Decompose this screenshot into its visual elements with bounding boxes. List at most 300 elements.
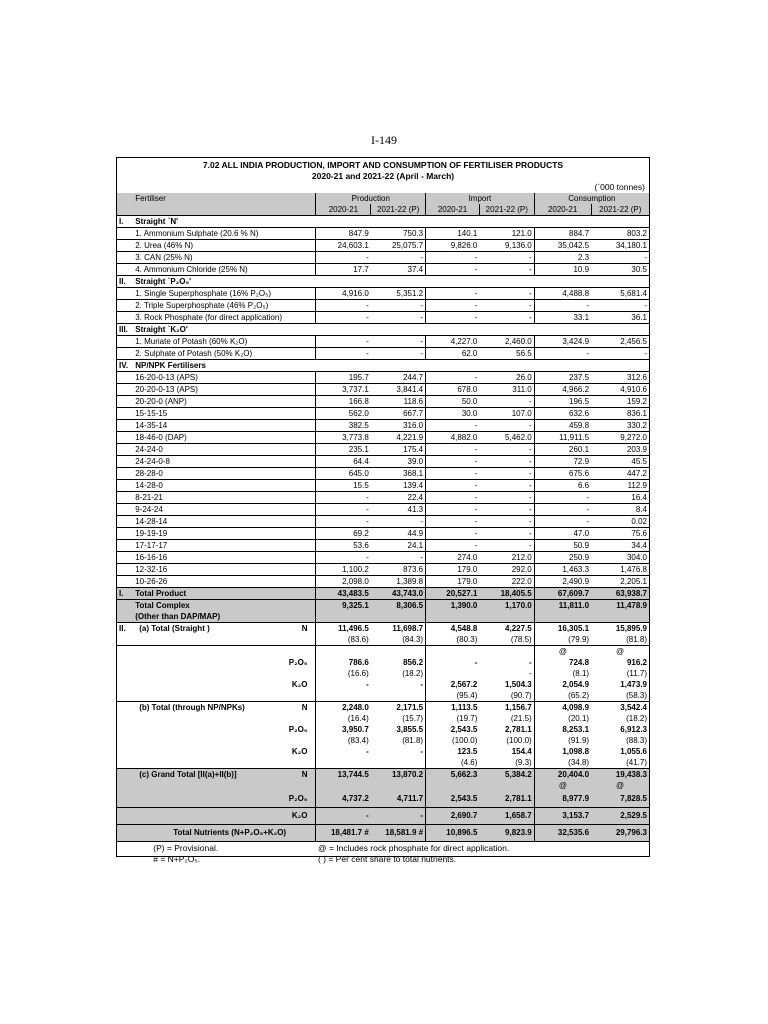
percent-row [117, 757, 649, 769]
row-label [133, 724, 316, 735]
value-cell: (84.3) [371, 634, 426, 646]
row-blank [117, 336, 133, 348]
table-row [117, 528, 649, 540]
at-note [426, 646, 480, 658]
value-cell: - [371, 312, 426, 324]
value-cell: - [426, 288, 480, 300]
value-cell: 18,481.7 # [316, 825, 371, 842]
value-cell: 35,042.5 [534, 240, 591, 252]
value-cell: 803.2 [591, 228, 649, 240]
value-cell: 4,711.7 [371, 791, 426, 808]
value-cell [426, 611, 480, 623]
value-cell [316, 757, 371, 769]
value-cell: 237.5 [534, 372, 591, 384]
value-cell: 645.0 [316, 468, 371, 480]
table-row [117, 504, 649, 516]
section-row [117, 324, 649, 336]
value-cell: 9,325.1 [316, 600, 371, 612]
value-cell: 30.5 [591, 264, 649, 276]
value-cell [371, 611, 426, 623]
table-row [117, 408, 649, 420]
row-label: 16-20-0-13 (APS) [133, 372, 316, 384]
value-cell: 18,405.5 [479, 588, 534, 600]
value-cell: 3,153.7 [534, 808, 591, 825]
value-cell: 2,781.1 [505, 724, 532, 734]
row-label [133, 623, 316, 635]
value-cell: 32,535.6 [534, 825, 591, 842]
value-cell: (90.7) [479, 690, 534, 702]
value-cell: 20,404.0 [534, 769, 591, 781]
table-row [117, 444, 649, 456]
row-blank [117, 456, 133, 468]
table-row [117, 348, 649, 360]
row-label [133, 791, 316, 808]
value-cell: - [316, 679, 371, 690]
row-blank [117, 504, 133, 516]
value-cell: 2,460.0 [479, 336, 534, 348]
value-cell: 140.1 [426, 228, 480, 240]
value-cell: 1,055.6 [620, 746, 647, 756]
value-cell: - [479, 456, 534, 468]
value-cell: (83.4) [316, 735, 371, 746]
section-row [117, 216, 649, 228]
value-cell: 884.7 [534, 228, 591, 240]
row-blank [117, 757, 133, 769]
nutrient-row [117, 808, 649, 825]
value-cell: 1,100.2 [316, 564, 371, 576]
value-cell: 1,098.8 [534, 746, 591, 757]
table-frame [116, 157, 650, 864]
value-cell: 45.5 [591, 456, 649, 468]
nutrient-row [117, 657, 649, 668]
row-label: 8-21-21 [133, 492, 316, 504]
section-label: Straight `K₂O' [133, 324, 649, 336]
at-note [371, 646, 426, 658]
value-cell: - [371, 252, 426, 264]
value-cell: 1,390.0 [426, 600, 480, 612]
row-blank [117, 540, 133, 552]
table-row [117, 252, 649, 264]
value-cell: 3,773.8 [316, 432, 371, 444]
row-label: 4. Ammonium Chloride (25% N) [133, 264, 316, 276]
table-row [117, 480, 649, 492]
value-cell: - [316, 252, 371, 264]
value-cell: 36.1 [591, 312, 649, 324]
value-cell: 1,504.3 [505, 679, 532, 689]
value-cell: 5,351.2 [371, 288, 426, 300]
value-cell: - [426, 504, 480, 516]
header-year: 2020-21 [426, 204, 480, 216]
value-cell: 196.5 [534, 396, 591, 408]
nutrient-row [117, 679, 649, 690]
value-cell: 139.4 [371, 480, 426, 492]
value-cell: (100.0) [426, 735, 480, 746]
section-label: NP/NPK Fertilisers [133, 360, 649, 372]
row-label [133, 679, 316, 690]
value-cell: 4,098.9 [534, 702, 591, 714]
value-cell: - [534, 348, 591, 360]
table-row [117, 228, 649, 240]
value-cell: (78.5) [479, 634, 534, 646]
row-label [133, 657, 316, 668]
table-row [117, 420, 649, 432]
value-cell [371, 757, 426, 769]
table-row [117, 396, 649, 408]
value-cell: 11,496.5 [316, 623, 371, 635]
nutrient-label: P₂O₅ [288, 724, 308, 734]
table-row [117, 432, 649, 444]
value-cell: 47.0 [534, 528, 591, 540]
row-label: Total Product [133, 588, 316, 600]
value-cell: 274.0 [426, 552, 480, 564]
value-cell: (65.2) [534, 690, 591, 702]
value-cell: - [420, 679, 424, 689]
value-cell: 2,529.5 [591, 808, 649, 825]
footnote: (P) = Provisional. [153, 842, 219, 853]
header-year: 2020-21 [534, 204, 591, 216]
value-cell: 43,483.5 [316, 588, 371, 600]
value-cell: (100.0) [506, 735, 532, 745]
value-cell: 22.4 [371, 492, 426, 504]
value-cell: 11,811.0 [534, 600, 591, 612]
value-cell: 873.6 [371, 564, 426, 576]
total-complex-row [117, 600, 649, 612]
value-cell: - [420, 746, 424, 756]
value-cell: 13,744.5 [316, 769, 371, 781]
value-cell: 4,227.0 [426, 336, 480, 348]
value-cell: 235.1 [316, 444, 371, 456]
value-cell: 562.0 [316, 408, 371, 420]
value-cell: 4,488.8 [534, 288, 591, 300]
header-blank [117, 204, 133, 216]
value-cell: - [479, 300, 534, 312]
value-cell [534, 611, 591, 623]
value-cell: 856.2 [403, 657, 424, 667]
value-cell: 34,180.1 [591, 240, 649, 252]
value-cell: 50.0 [426, 396, 480, 408]
section-label: Straight `P₂O₅' [133, 276, 649, 288]
row-label: 1. Ammonium Sulphate (20.6 % N) [133, 228, 316, 240]
value-cell: - [371, 336, 426, 348]
value-cell: (83.6) [316, 634, 371, 646]
value-cell: 5,384.2 [479, 769, 534, 781]
value-cell: - [479, 480, 534, 492]
table-row [117, 288, 649, 300]
header-production: Production [316, 193, 426, 204]
value-cell: - [479, 504, 534, 516]
row-blank [117, 646, 133, 658]
at-note: @ [615, 646, 625, 656]
percent-row [117, 735, 649, 746]
row-label: 18-46-0 (DAP) [133, 432, 316, 444]
value-cell: (81.8) [402, 735, 424, 745]
row-blank [117, 634, 133, 646]
table-row [117, 456, 649, 468]
row-blank [117, 408, 133, 420]
header-consumption: Consumption [534, 193, 649, 204]
value-cell: 50.9 [534, 540, 591, 552]
value-cell: - [426, 468, 480, 480]
value-cell: - [426, 300, 480, 312]
value-cell: 30.0 [426, 408, 480, 420]
header-year: 2021-22 (P) [371, 204, 426, 216]
row-label: 20-20-0 (ANP) [133, 396, 316, 408]
row-blank [117, 668, 133, 679]
value-cell: 4,548.8 [426, 623, 480, 635]
table-row [117, 576, 649, 588]
at-note: @ [534, 646, 591, 658]
value-cell: - [479, 540, 534, 552]
value-cell: 15.5 [316, 480, 371, 492]
row-blank [117, 576, 133, 588]
nutrient-row [117, 791, 649, 808]
value-cell: - [426, 456, 480, 468]
row-blank [117, 396, 133, 408]
value-cell: 2,054.9 [534, 679, 591, 690]
value-cell: (18.2) [402, 668, 424, 678]
value-cell: - [316, 336, 371, 348]
header-year: 2021-22 (P) [479, 204, 534, 216]
value-cell: 4,910.6 [591, 384, 649, 396]
value-cell: 2,690.7 [426, 808, 480, 825]
value-cell: 9,826.0 [426, 240, 480, 252]
row-blank [117, 825, 133, 842]
value-cell: - [426, 480, 480, 492]
footnote-row [117, 853, 649, 864]
table-row [117, 516, 649, 528]
value-cell: 9,823.9 [479, 825, 534, 842]
value-cell: (80.3) [426, 634, 480, 646]
row-blank [133, 634, 316, 646]
row-blank [117, 228, 133, 240]
value-cell: 75.6 [591, 528, 649, 540]
value-cell: - [426, 657, 480, 668]
section-number [117, 724, 133, 735]
value-cell: 121.0 [479, 228, 534, 240]
value-cell: (18.2) [626, 713, 647, 723]
value-cell: - [316, 312, 371, 324]
value-cell: - [426, 264, 480, 276]
row-label: Total Complex [133, 600, 316, 612]
at-note [426, 780, 480, 791]
value-cell: 69.2 [316, 528, 371, 540]
value-cell: 159.2 [591, 396, 649, 408]
row-blank [117, 492, 133, 504]
value-cell: 26.0 [479, 372, 534, 384]
row-blank [117, 564, 133, 576]
title-line-2: 2020-21 and 2021-22 (April - March) [311, 171, 455, 181]
at-note [479, 646, 534, 658]
row-blank [117, 252, 133, 264]
value-cell: 6,912.3 [620, 724, 647, 734]
value-cell: 3,950.7 [316, 724, 371, 735]
value-cell: 203.9 [591, 444, 649, 456]
value-cell: 1,156.7 [505, 702, 532, 712]
value-cell: - [479, 444, 534, 456]
value-cell: 3,542.4 [620, 702, 647, 712]
value-cell: 24,603.1 [316, 240, 371, 252]
value-cell: - [316, 300, 371, 312]
value-cell: 667.7 [371, 408, 426, 420]
value-cell: 64.4 [316, 456, 371, 468]
value-cell: 2,171.5 [396, 702, 424, 712]
value-cell: (58.3) [591, 690, 649, 702]
value-cell: 8,306.5 [371, 600, 426, 612]
header-year: 2020-21 [316, 204, 371, 216]
section-number: I. [117, 588, 133, 600]
value-cell: (21.5) [510, 713, 532, 723]
row-label: 9-24-24 [133, 504, 316, 516]
units-label: (`000 tonnes) [594, 182, 645, 192]
row-blank [117, 264, 133, 276]
value-cell: 4,737.2 [316, 791, 371, 808]
row-blank [117, 690, 133, 702]
at-note [316, 780, 371, 791]
header-row-2 [117, 204, 649, 216]
value-cell: 2,781.1 [479, 791, 534, 808]
row-blank [117, 600, 133, 612]
value-cell: - [371, 808, 426, 825]
value-cell: (20.1) [534, 713, 591, 724]
footnote-row [117, 842, 649, 854]
row-label: 24-24-0-8 [133, 456, 316, 468]
value-cell: 1,170.0 [479, 600, 534, 612]
value-cell: - [426, 516, 480, 528]
value-cell: 9,272.0 [591, 432, 649, 444]
table-title [117, 158, 649, 182]
percent-row [117, 634, 649, 646]
value-cell: 786.6 [316, 657, 371, 668]
value-cell: 250.9 [534, 552, 591, 564]
row-label: 24-24-0 [133, 444, 316, 456]
value-cell: 19,438.3 [591, 769, 649, 781]
value-cell: 2,456.5 [591, 336, 649, 348]
value-cell: 123.5 [426, 746, 480, 757]
value-cell: 4,227.5 [505, 623, 532, 633]
value-cell: 43,743.0 [371, 588, 426, 600]
nutrient-label: N [301, 769, 308, 779]
value-cell: - [426, 312, 480, 324]
value-cell: 8,977.9 [534, 791, 591, 808]
value-cell: 8,253.1 [534, 724, 591, 735]
value-cell: 118.6 [371, 396, 426, 408]
value-cell: 11,698.7 [392, 623, 424, 633]
value-cell: (88.3) [626, 735, 647, 745]
value-cell: - [316, 504, 371, 516]
table-row [117, 264, 649, 276]
value-cell: 39.0 [371, 456, 426, 468]
value-cell: (79.9) [534, 634, 591, 646]
value-cell: 25,075.7 [371, 240, 426, 252]
value-cell: - [479, 516, 534, 528]
value-cell: - [426, 528, 480, 540]
value-cell: 447.2 [591, 468, 649, 480]
value-cell: - [316, 746, 371, 757]
value-cell: 368.1 [371, 468, 426, 480]
value-cell: 154.4 [511, 746, 532, 756]
value-cell: 63,938.7 [591, 588, 649, 600]
value-cell: - [479, 468, 534, 480]
value-cell: 3,737.1 [316, 384, 371, 396]
section-number: II. [117, 276, 133, 288]
table-row [117, 564, 649, 576]
value-cell: 175.4 [371, 444, 426, 456]
value-cell: (8.1) [534, 668, 591, 679]
value-cell: 459.8 [534, 420, 591, 432]
value-cell: 675.6 [534, 468, 591, 480]
section-number [117, 791, 133, 808]
at-note [371, 780, 426, 791]
value-cell: 44.9 [371, 528, 426, 540]
value-cell: (16.4) [316, 713, 371, 724]
value-cell: 10.9 [534, 264, 591, 276]
value-cell: 10,896.5 [426, 825, 480, 842]
value-cell: - [591, 252, 649, 264]
section-number: II. [119, 623, 126, 633]
nutrient-row [117, 724, 649, 735]
value-cell: 724.8 [534, 657, 591, 668]
row-label [133, 769, 316, 781]
nutrient-label: K₂O [291, 811, 308, 820]
row-blank [117, 384, 133, 396]
header-row-1 [117, 193, 649, 204]
value-cell: - [529, 668, 532, 678]
value-cell: 1,473.9 [620, 679, 647, 689]
nutrient-group-label: (a) Total (Straight ) [139, 623, 210, 633]
value-cell: (91.9) [534, 735, 591, 746]
nutrient-group-label: (c) Grand Total [II(a)+II(b)] [139, 769, 237, 779]
row-blank [117, 300, 133, 312]
value-cell: 1,463.3 [534, 564, 591, 576]
value-cell: 2,098.0 [316, 576, 371, 588]
section-number [117, 702, 133, 714]
value-cell: 2,248.0 [316, 702, 371, 714]
nutrient-row [117, 702, 649, 714]
header-year: 2021-22 (P) [591, 204, 649, 216]
table-row [117, 240, 649, 252]
nutrient-label: K₂O [291, 679, 308, 689]
value-cell: 3,855.5 [396, 724, 424, 734]
value-cell: 311.0 [479, 384, 534, 396]
value-cell [371, 690, 426, 702]
value-cell: - [316, 516, 371, 528]
row-blank [117, 348, 133, 360]
row-label: 10-26-26 [133, 576, 316, 588]
row-label [133, 702, 316, 714]
value-cell: - [591, 348, 649, 360]
value-cell [316, 690, 371, 702]
value-cell: 847.9 [316, 228, 371, 240]
value-cell: 72.9 [534, 456, 591, 468]
value-cell: 179.0 [426, 564, 480, 576]
value-cell: 3,841.4 [371, 384, 426, 396]
header-import: Import [426, 193, 535, 204]
value-cell: 6.6 [534, 480, 591, 492]
row-label: 3. Rock Phosphate (for direct application) [133, 312, 316, 324]
value-cell: 4,916.0 [316, 288, 371, 300]
value-cell: 916.2 [626, 657, 647, 667]
at-note: @ [591, 780, 649, 791]
value-cell: 330.2 [591, 420, 649, 432]
section-label: Straight `N' [133, 216, 649, 228]
value-cell: - [479, 252, 534, 264]
row-blank [117, 372, 133, 384]
value-cell: - [479, 264, 534, 276]
row-blank [117, 240, 133, 252]
value-cell: 67,609.7 [534, 588, 591, 600]
table-row [117, 384, 649, 396]
row-blank [117, 611, 133, 623]
